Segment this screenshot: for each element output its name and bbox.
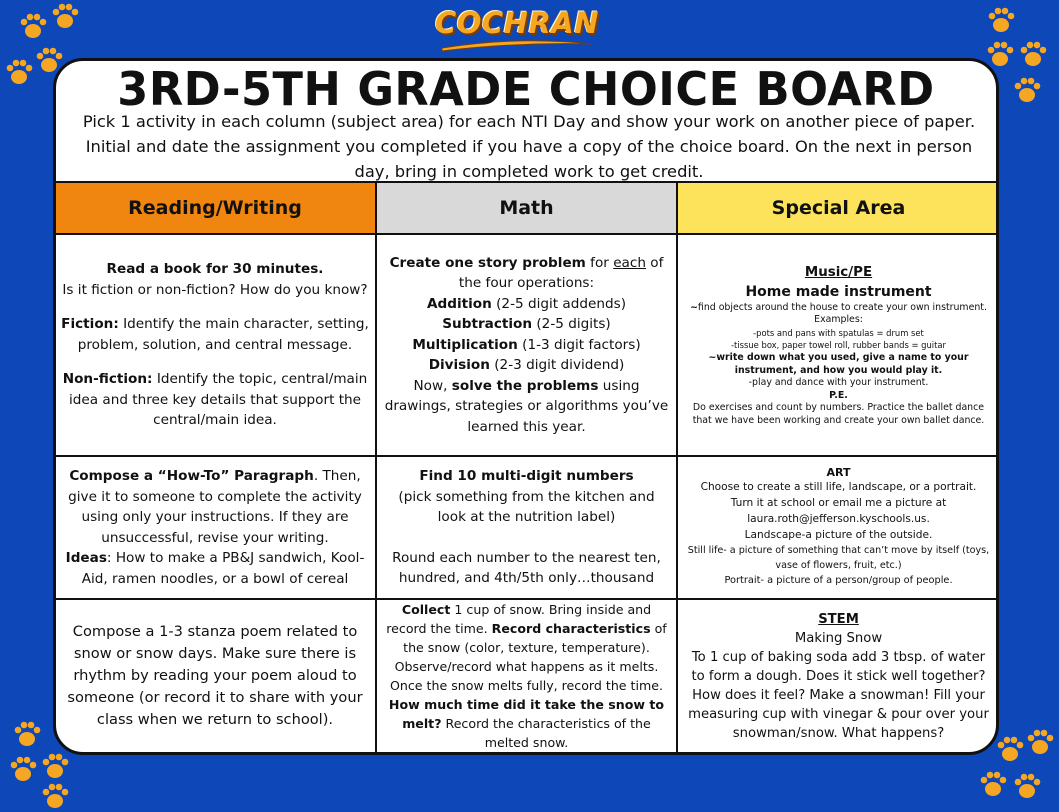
math-1-of: of the four operations:	[458, 254, 664, 292]
music-line: -pots and pans with spatulas = drum set	[753, 327, 924, 338]
reading-cell-2	[54, 456, 376, 599]
art-line: Still life- a picture of something that can’t move by itself (toys, vase of flowers, fruit, etc.)	[687, 545, 990, 571]
stem-subtitle: Making Snow	[794, 630, 883, 646]
music-line: -tissue box, paper towel roll, rubber bands = guitar	[731, 340, 946, 351]
fiction-label: Fiction:	[61, 316, 119, 333]
art-email: laura.roth@jefferson.kyschools.us.	[747, 513, 930, 525]
ideas-label: Ideas	[65, 550, 107, 566]
division-label: Division	[428, 357, 490, 374]
division-text: (2-3 digit dividend)	[489, 357, 625, 374]
logo-text: COCHRAN	[434, 6, 600, 40]
math-cell-3	[376, 599, 677, 753]
header-special-area: Special Area	[677, 182, 999, 234]
record-label: Record characteristics	[491, 621, 651, 636]
how-much-time-label: How much time did it take the snow to melt?	[388, 697, 665, 731]
paw-print-icon	[995, 735, 1025, 765]
instructions-line: Initial and date the assignment you completed if you have a copy of the choice board. On the next in person	[85, 137, 973, 156]
cochran-logo	[432, 6, 602, 52]
music-line: find objects around the house to create your own instrument. Examples:	[697, 301, 987, 326]
paw-print-icon	[8, 755, 38, 785]
music-line: ~write down what you used, give a name to your instrument, and how you would play it.	[708, 351, 969, 376]
paw-print-icon	[40, 752, 70, 782]
subtraction-text: (2-5 digits)	[532, 316, 611, 333]
how-to-text: . Then, give it to someone to complete the activity using only your instructions. If they are unsuccessful, revise your writing.	[68, 468, 362, 546]
multiplication-text: (1-3 digit factors)	[517, 336, 641, 353]
subtraction-label: Subtraction	[442, 316, 533, 333]
addition-text: (2-5 digit addends)	[491, 295, 627, 312]
find-numbers-text: (pick something from the kitchen and look at the nutrition label)	[398, 488, 655, 526]
addition-label: Addition	[426, 295, 492, 312]
math-1-for: for	[585, 254, 614, 271]
poem-text: Compose a 1-3 stanza poem related to snow or snow days. Make sure there is rhythm by reading your poem aloud to someone (or record it to share with your class when we return to school).	[67, 623, 363, 728]
stem-title: STEM	[818, 611, 859, 627]
instructions-line: day, bring in completed work to get credit.	[354, 162, 704, 181]
instrument-subtitle: Home made instrument	[745, 283, 932, 300]
music-pe-title: Music/PE	[804, 264, 873, 280]
reading-1-heading: Read a book for 30 minutes.	[106, 261, 324, 278]
pe-label: P.E.	[829, 389, 848, 401]
reading-cell-3	[54, 599, 376, 753]
header-math: Math	[376, 182, 677, 234]
snow-text-3: Record the characteristics of the melted snow.	[441, 716, 651, 750]
paw-print-icon	[978, 770, 1008, 800]
solve-text: using drawings, strategies or algorithms you’ve learned this year.	[384, 377, 669, 435]
find-numbers-heading: Find 10 multi-digit numbers	[419, 468, 634, 485]
multiplication-label: Multiplication	[412, 336, 518, 353]
fiction-text: Identify the main character, setting, problem, solution, and central message.	[77, 316, 369, 353]
choice-grid	[53, 181, 999, 754]
art-line: Choose to create a still life, landscape, or a portrait.	[700, 481, 977, 493]
art-title: ART	[826, 466, 851, 479]
instructions-line: Pick 1 activity in each column (subject area) for each NTI Day and show your work on another piece of paper.	[82, 112, 976, 131]
round-text: Round each number to the nearest ten, hundred, and 4th/5th only…thousand	[392, 549, 661, 587]
collect-label: Collect	[401, 602, 451, 617]
paw-print-icon	[1025, 728, 1055, 758]
paw-print-icon	[50, 2, 80, 32]
music-line: -play and dance with your instrument.	[748, 377, 929, 389]
special-cell-1	[677, 234, 999, 456]
tilde-mark: ~	[690, 301, 698, 313]
nonfiction-label: Non-fiction:	[62, 371, 153, 388]
math-1-now: Now,	[413, 377, 452, 394]
art-line: Portrait- a picture of a person/group of people.	[724, 575, 953, 586]
ideas-text: : How to make a PB&J sandwich, Kool-Aid, ramen noodles, or a bowl of cereal	[81, 550, 365, 587]
math-cell-1	[376, 234, 677, 456]
reading-cell-1	[54, 234, 376, 456]
paw-print-icon	[1012, 772, 1042, 802]
stem-text: To 1 cup of baking soda add 3 tbsp. of water to form a dough. Does it stick well together? How does it feel? Make a snowman! Fill your measuring cup with vinegar & pour over your snowman/snow. What happens?	[688, 649, 989, 741]
paw-print-icon	[1018, 40, 1048, 70]
paw-print-icon	[986, 6, 1016, 36]
paw-print-icon	[1012, 76, 1042, 106]
art-line: Landscape-a picture of the outside.	[744, 529, 933, 541]
page-title: 3RD-5TH GRADE CHOICE BOARD	[117, 62, 935, 116]
special-cell-2	[677, 456, 999, 599]
reading-1-question: Is it fiction or non-fiction? How do you know?	[62, 281, 368, 298]
nonfiction-text: Identify the topic, central/main idea and three key details that support the central/main idea.	[68, 371, 368, 429]
paw-print-icon	[18, 12, 48, 42]
how-to-heading: Compose a “How-To” Paragraph	[69, 468, 314, 484]
math-cell-2	[376, 456, 677, 599]
logo-swoosh-icon	[438, 38, 596, 52]
pe-line: Do exercises and count by numbers. Practice the ballet dance that we have been working and create your own ballet dance.	[692, 402, 985, 426]
choice-board-card	[53, 58, 999, 755]
math-1-heading: Create one story problem	[389, 254, 586, 271]
snow-text-1: 1 cup of snow. Bring inside and record the time.	[386, 602, 652, 636]
header-reading-writing: Reading/Writing	[54, 182, 376, 234]
instructions	[56, 109, 999, 184]
solve-label: solve the problems	[451, 377, 599, 394]
snow-text-2: of the snow (color, texture, temperature). Observe/record what happens as it melts. Once the snow melts fully, record the time.	[389, 621, 667, 693]
paw-print-icon	[12, 720, 42, 750]
paw-print-icon	[4, 58, 34, 88]
art-line: Turn it at school or email me a picture at	[730, 497, 947, 509]
math-1-each: each	[613, 254, 646, 271]
special-cell-3	[677, 599, 999, 753]
